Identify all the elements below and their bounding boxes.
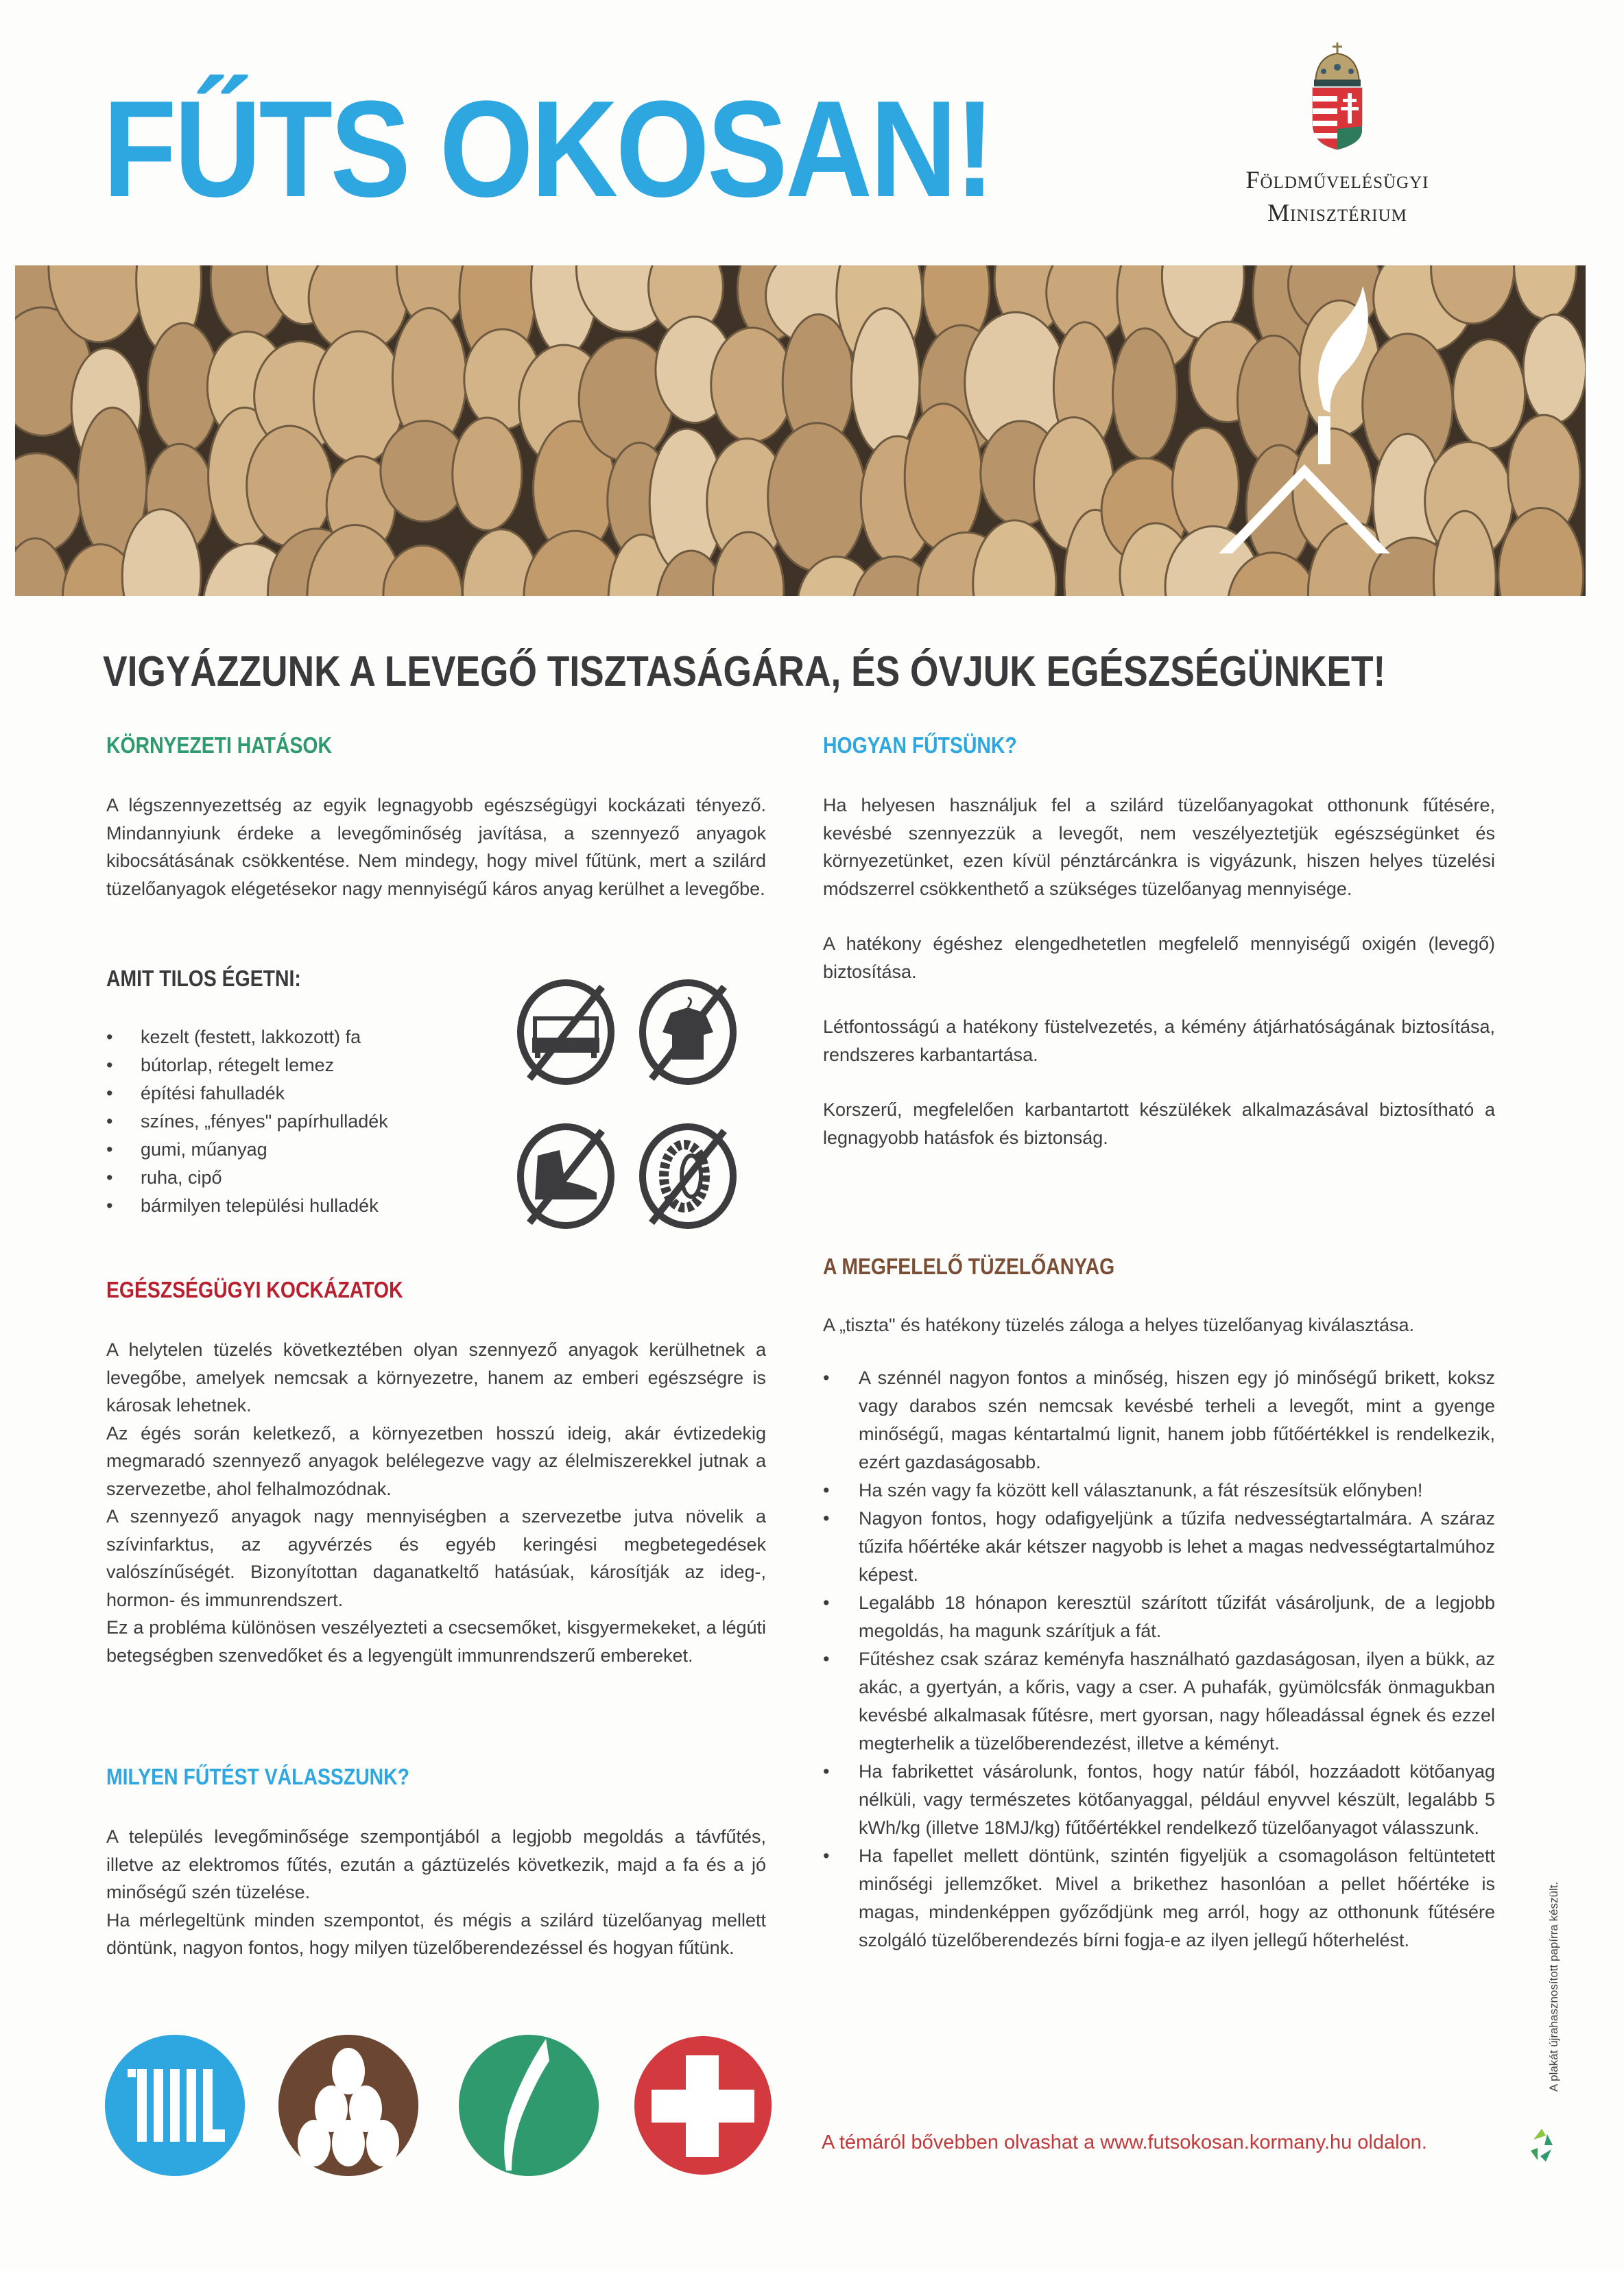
log-end [851, 308, 920, 455]
health-paragraph: Az égés során keletkező, a környezetben hosszú ideig, akár évtizedekig megmaradó szennyező anyagok belélegezve vagy az élelmiszerekkel jutnak a szervezetbe, ahol felhalmozódnak. [106, 1422, 766, 1499]
website-link[interactable]: A témáról bővebben olvashat a www.futsokosan.kormany.hu oldalon. [822, 2131, 1427, 2153]
firewood-photo [15, 265, 1586, 596]
list-item: • bármilyen települési hulladék [106, 1195, 379, 1216]
leaf-icon [457, 2033, 601, 2177]
health-section [106, 1277, 766, 1669]
logs-pile-icon [276, 2033, 420, 2177]
log-end [1113, 328, 1178, 459]
heating-type-icons [103, 2033, 775, 2177]
hungarian-coat-of-arms-icon [1310, 41, 1365, 151]
ministry-logo [1166, 41, 1509, 229]
fuel-heading: A MEGFELELŐ TÜZELŐANYAG [823, 1254, 1115, 1279]
fuel-section [823, 1254, 1495, 1955]
poster-title: FŰTS OKOSAN! [103, 73, 993, 226]
choose-section [106, 1764, 766, 1962]
log-end [711, 328, 794, 442]
choose-paragraph: A település levegőminősége szempontjából a legjobb megoldás a távfűtés, illetve az elektromos fűtés, ezután a gáztüzelés következik, majd a fa és a jó minőségű szén tüzelése. [106, 1826, 766, 1902]
medical-cross-icon [631, 2033, 775, 2177]
list-item: • kezelt (festett, lakkozott) fa [106, 1027, 361, 1047]
list-item: • Legalább 18 hónapon keresztül szárított tűzifát vásároljunk, de a legjobb megoldás, ha magunk szárítjuk a fát. [823, 1592, 1495, 1641]
list-item: • Fűtéshez csak száraz keményfa használható gazdaságosan, ilyen a bükk, az akác, a gyertyán, a kőris, vagy a cser. A puhafák, gyümölcsfák önmagukban kevésbé alkalmasak fűtésre, mert gyorsan, nagy hőleadással égnek és ezzel megterhelik a tüzelőberendezést, illetve a kéményt. [823, 1648, 1495, 1754]
list-item: • A szénnél nagyon fontos a minőség, hiszen egy jó minőségű brikett, koksz vagy darabos szén nemcsak kevésbé terheli a levegőt, mint a gyenge minőségű, magas kéntartalmú lignit, hanem jobb fűtőértékkel is rendelkezik, ezért gazdaságosabb. [823, 1367, 1495, 1472]
env-text: A légszennyezettség az egyik legnagyobb egészségügyi kockázati tényező. Mindannyiunk érdeke a levegőminőség javítása, a szennyező anyagok kibocsátásának csökkentése. Nem mindegy, hogy mivel fűtünk, mert a szilárd tüzelőanyagok elégetésekor nagy mennyiségű káros anyag kerülhet a levegőbe. [106, 795, 766, 899]
ministry-name-line2: Minisztérium [1267, 199, 1407, 226]
env-heading: KÖRNYEZETI HATÁSOK [106, 732, 333, 758]
how-heading: HOGYAN FŰTSÜNK? [823, 732, 1017, 758]
firewood-banner [15, 265, 1586, 596]
list-item: • építési fahulladék [106, 1083, 285, 1103]
health-heading: EGÉSZSÉGÜGYI KOCKÁZATOK [106, 1277, 403, 1302]
radiator-icon [103, 2033, 247, 2177]
forbidden-list [106, 1023, 518, 1220]
left-column [106, 732, 766, 903]
log-end [1173, 428, 1239, 542]
forbidden-heading: AMIT TILOS ÉGETNI: [106, 966, 301, 991]
list-item: • bútorlap, rétegelt lemez [106, 1055, 335, 1075]
health-paragraph: A szennyező anyagok nagy mennyiségben a szervezetbe jutva növelik a szívinfarktus, az agyvérzés és egyéb keringési megbetegedések valószínűségét. Bizonyítottan daganatkeltő hatásúak, károsítják az ideg-, hormon- és immunrendszert. [106, 1506, 766, 1610]
no-shoe-icon [514, 1121, 617, 1231]
how-paragraph: A hatékony égéshez elengedhetetlen megfelelő mennyiségű oxigén (levegő) biztosítása. [823, 933, 1495, 982]
list-item: • Nagyon fontos, hogy odafigyeljünk a tűzifa nedvességtartalmára. A száraz tűzifa hőértéke akár kétszer nagyobb is lehet a magas nedvességtartalmúhoz képest. [823, 1507, 1495, 1585]
no-tire-icon [636, 1121, 739, 1231]
recycled-paper-note: A plakát újrahasznosított papírra készült. [1547, 1881, 1560, 2092]
recycle-icon [1528, 2125, 1555, 2166]
health-paragraph: A helytelen tüzelés következtében olyan szennyező anyagok kerülhetnek a levegőbe, amelyek nemcsak a környezetre, hanem az emberi egészségre is károsak lehetnek. [106, 1339, 766, 1415]
no-furniture-icon [514, 977, 617, 1087]
no-clothes-icon [636, 977, 739, 1087]
log-end [453, 418, 522, 530]
how-paragraph: Ha helyesen használjuk fel a szilárd tüzelőanyagokat otthonunk fűtésére, kevésbé szennyezzük a levegőt, nem veszélyeztetjük egészségünket és környezetünket, ezen kívül pénztárcánkra is vigyázunk, hiszen helyes tüzelési módszerrel csökkenthető a szükséges tüzelőanyag mennyisége. [823, 795, 1495, 899]
ministry-name-line1: Földművelésügyi [1245, 166, 1429, 193]
fuel-list [823, 1364, 1495, 1955]
list-item: • ruha, cipő [106, 1167, 222, 1188]
how-paragraph: Létfontosságú a hatékony füstelvezetés, a kémény átjárhatóságának biztosítása, rendszeres karbantartása. [823, 1016, 1495, 1065]
fuel-intro: A „tiszta" és hatékony tüzelés záloga a helyes tüzelőanyag kiválasztása. [823, 1315, 1415, 1335]
how-paragraph: Korszerű, megfelelően karbantartott készülékek alkalmazásával biztosítható a legnagyobb hatásfok és biztonság. [823, 1099, 1495, 1148]
forbidden-icons [514, 977, 741, 1231]
log-end [905, 404, 982, 551]
right-column [823, 732, 1495, 1151]
log-end [1453, 339, 1525, 449]
health-paragraph: Ez a probléma különösen veszélyezteti a csecsemőket, kisgyermekeket, a légúti betegségben szenvedőket és a legyengült immunrendszerű embereket. [106, 1617, 766, 1666]
main-heading: VIGYÁZZUNK A LEVEGŐ TISZTASÁGÁRA, ÉS ÓVJUK EGÉSZSÉGÜNKET! [103, 648, 1386, 695]
list-item: • Ha szén vagy fa között kell választanunk, a fát részesítsük előnyben! [823, 1479, 1423, 1501]
log-end [1523, 315, 1586, 423]
choose-heading: MILYEN FŰTÉST VÁLASSZUNK? [106, 1764, 410, 1789]
list-item: • színes, „fényes" papírhulladék [106, 1111, 388, 1132]
log-end [768, 423, 866, 571]
choose-paragraph: Ha mérlegeltünk minden szempontot, és mégis a szilárd tüzelőanyag mellett döntünk, nagyon fontos, hogy milyen tüzelőberendezéssel és hogyan fűtünk. [106, 1909, 766, 1958]
forbidden-section [106, 966, 518, 1220]
list-item: • gumi, műanyag [106, 1139, 267, 1160]
list-item: • Ha fapellet mellett döntünk, szintén figyeljük a csomagoláson feltüntetett minőségi jellemzőket. Mivel a brikethez hasonlóan a pellet hőértéke is magas, mindenképpen győződjünk meg arról, hogy az otthonunk fűtésére szolgáló tüzelőberendezés bírni fogja-e az ilyen jellegű hőterhelést. [823, 1845, 1495, 1950]
list-item: • Ha fabrikettet vásárolunk, fontos, hogy natúr fából, hozzáadott kötőanyag nélküli, vagy természetes kötőanyaggal, például enyvvel készült, legalább 5 kWh/kg (illetve 18MJ/kg) fűtőértékkel rendelkező tüzelőanyagot válasszunk. [823, 1760, 1495, 1838]
